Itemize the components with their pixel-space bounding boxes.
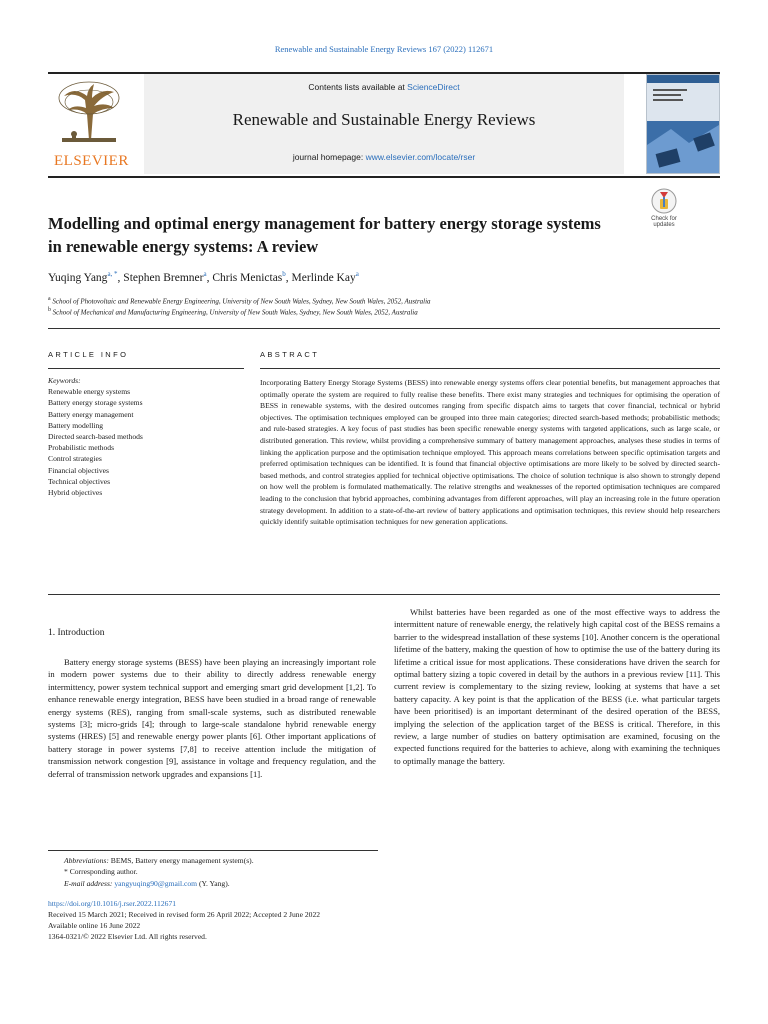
intro-paragraph-2: Whilst batteries have been regarded as one of the most effective ways to address the intermittent nature of renewable energy, the relatively high capital cost of the BESS remains a barrier to the widespread installation of these systems [10]. Another concern is the operational lifetime of the battery, making the question of how to optimise the use of the battery during its lifetime a critical issue for most applications. These considerations have driven the search for optimal battery sizing a topic covered in detail by the authors in a previous review [11]. This current review is complementary to the sizing review, looking at systems that have a set battery capacity. A key point is that the application of the BESS (i.e. what particular targets have been prioritised) is an important determinant of the desired operation of the BESS, implying the selection of the application target of the BESS is critical. Therefore, in this review, a large number of studies on battery optimisation are examined, focusing on the expected functions required for the batteries to achieve, along with examining the techniques to optimally manage the battery.	[394, 607, 720, 766]
article-title: Modelling and optimal energy management for battery energy storage systems in renewable energy systems: A review	[48, 214, 601, 256]
journal-title: Renewable and Sustainable Energy Reviews	[232, 110, 536, 129]
author-affiliation-marker[interactable]: a	[355, 270, 359, 278]
intro-paragraph-1: Battery energy storage systems (BESS) have been playing an increasingly important role in modern power systems due to their ability to directly address renewable energy intermittency, power system technical support and emerging smart grid development [1,2]. To enhance renewable energy integration, BESS have been studied in a broad range of renewable energy systems (RES), ranging from small-scale systems, such as distributed renewable systems [3]; micro-grids [4]; through to large-scale standalone hybrid renewable energy systems (HRES) [5] and renewable energy power plants [6]. Other important applications of battery storage in power systems [7,8] to receive attention include the mitigation of transmission network congestion [9], assistance in voltage and frequency regulation, and the deferral of transmission network upgrades and expansions [1].	[48, 657, 376, 779]
contents-line	[144, 82, 624, 92]
journal-cover-thumbnail	[646, 74, 720, 174]
available-online-date: Available online 16 June 2022	[48, 921, 141, 930]
affiliation-text: School of Photovoltaic and Renewable Energy Engineering, University of New South Wales, Sydney, New South Wales, 2052, Australia	[52, 297, 431, 306]
footnotes	[48, 850, 378, 889]
received-dates: Received 15 March 2021; Received in revised form 26 April 2022; Accepted 2 June 2022	[48, 910, 321, 919]
homepage-link[interactable]: www.elsevier.com/locate/rser	[365, 152, 476, 162]
author-affiliation-marker[interactable]: a	[203, 270, 207, 278]
keyword-item: Battery energy management	[48, 409, 134, 419]
abbreviations-label: Abbreviations:	[64, 856, 109, 865]
abbreviations-text: BEMS, Battery energy management system(s).	[108, 856, 254, 865]
author-affiliation-marker[interactable]: a, *	[107, 270, 118, 278]
publication-info	[48, 898, 448, 942]
article-info-heading: ARTICLE INFO	[48, 350, 129, 359]
homepage-line	[144, 152, 624, 162]
journal-reference[interactable]: Renewable and Sustainable Energy Reviews 167 (2022) 112671	[274, 44, 494, 54]
abstract-body: Incorporating Battery Energy Storage Systems (BESS) into renewable energy systems offers clear potential benefits, but management approaches that optimally operate the system are required to fully realise these benefits. There exist many strategies and techniques for optimising the operation of BESS in renewable systems, with the desired outcomes ranging from specific dispatch aims to targets that cover financial, technical or hybrid objectives. The optimisation techniques employed can be grouped into three main categories; directed search-based methods; probabilistic methods; and rule-based strategies. A key focus of past studies has been specific renewable energy systems with targeted applications, such as large scale, or distributed generation. This review, whilst providing a comprehensive summary of battery management approaches, analyses these studies in terms of linking the application purpose and the optimisation technique employed. This approach means correlations between specific optimisation targets and preferred optimisation techniques can be identified. It is found that financial objective optimisations are more likely to be solved by directed search-based methods, and control strategies applied for technical objective optimisations. The choice of solution technique is also shown to strongly depend on how well the problem is formulated mathematically. The relative strengths and weaknesses of the reported optimisation techniques are compared leading to the conclusion that hybrid approaches, combining advantages from different approaches, will play an increasing role in the future operation strategy development. In addition to a state-of-the-art review of battery applications and optimisation techniques, this review should help researchers quickly identify suitable optimisation techniques for new generation applications.	[260, 368, 720, 528]
email-suffix: (Y. Yang).	[197, 878, 230, 888]
keyword-item: Probabilistic methods	[48, 443, 115, 453]
section-divider	[48, 594, 720, 595]
author-name[interactable]: Stephen Bremner	[123, 271, 204, 284]
abstract-heading: ABSTRACT	[260, 350, 320, 359]
abbreviations-footnote	[48, 855, 378, 866]
keyword-item: Financial objectives	[48, 465, 109, 475]
crossmark-label-2: updates	[653, 222, 675, 228]
journal-header-center	[144, 74, 624, 174]
affiliation-a	[48, 296, 431, 305]
doi-link[interactable]: https://doi.org/10.1016/j.rser.2022.112671	[48, 899, 177, 908]
keyword-item: Battery modelling	[48, 420, 104, 430]
author-list: Yuqing Yang$^{a, *}$, Stephen Bremner$^a$, Chris Menictas$^b$, Merlinde Kay$^a$	[48, 270, 359, 284]
elsevier-wordmark: ELSEVIER	[54, 153, 129, 169]
affiliation-b	[48, 307, 418, 316]
keyword-item: Technical objectives	[48, 476, 111, 486]
author-name[interactable]: Chris Menictas	[212, 271, 283, 284]
section-heading-introduction: 1. Introduction	[48, 628, 105, 638]
journal-header	[48, 72, 720, 178]
corresponding-author-note: * Corresponding author.	[64, 867, 138, 877]
author-name[interactable]: Yuqing Yang	[48, 271, 108, 284]
keyword-item: Hybrid objectives	[48, 488, 103, 498]
contents-prefix: Contents lists available at	[308, 82, 408, 92]
crossmark-icon	[651, 188, 677, 214]
keywords-panel	[48, 368, 244, 595]
email-label: E-mail address:	[64, 878, 113, 888]
email-link[interactable]: yangyuqing90@gmail.com	[114, 878, 198, 888]
keywords-label: Keywords:	[48, 376, 81, 385]
affiliation-marker: b	[48, 307, 51, 313]
author-affiliation-marker[interactable]: b	[282, 270, 286, 278]
crossmark-label-1: Check for	[651, 216, 677, 222]
keyword-item: Directed search-based methods	[48, 432, 143, 442]
homepage-prefix: journal homepage:	[292, 152, 366, 162]
keyword-item: Renewable energy systems	[48, 387, 131, 397]
author-name[interactable]: Merlinde Kay	[291, 271, 356, 284]
sciencedirect-link[interactable]: ScienceDirect	[407, 82, 460, 92]
elsevier-tree-icon	[54, 80, 124, 146]
email-footnote	[48, 878, 378, 889]
affiliation-marker: a	[48, 296, 51, 302]
affiliation-text: School of Mechanical and Manufacturing Engineering, University of New South Wales, Sydney, New South Wales, 2052, Australia	[52, 308, 418, 317]
check-for-updates-badge[interactable]	[646, 188, 682, 228]
keyword-item: Battery energy storage systems	[48, 398, 143, 408]
keyword-item: Control strategies	[48, 454, 102, 464]
copyright-notice: 1364-0321/© 2022 Elsevier Ltd. All rights reserved.	[48, 932, 207, 941]
section-divider	[48, 328, 720, 329]
elsevier-logo	[54, 80, 128, 170]
journal-cover-image	[647, 75, 719, 173]
